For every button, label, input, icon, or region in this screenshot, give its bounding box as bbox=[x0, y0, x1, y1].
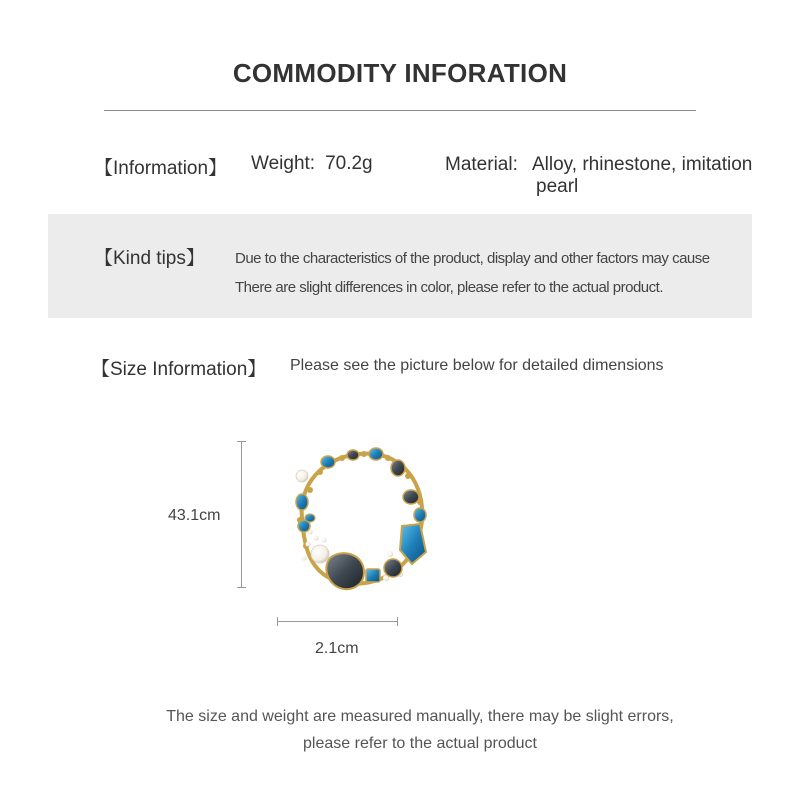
material-value-line-2: pearl bbox=[536, 176, 579, 197]
height-dimension-cap-bottom bbox=[237, 587, 246, 588]
width-dimension-label: 2.1cm bbox=[315, 640, 359, 657]
information-label: 【Information】 bbox=[94, 158, 228, 179]
kind-tips-text bbox=[235, 244, 710, 302]
bracelet-image bbox=[280, 440, 440, 600]
width-dimension-cap-left bbox=[277, 617, 278, 626]
width-dimension-cap-right bbox=[397, 617, 398, 626]
kind-tips-label: 【Kind tips】 bbox=[94, 248, 205, 269]
weight-label: Weight: bbox=[251, 153, 316, 174]
weight-value: 70.2g bbox=[325, 153, 373, 174]
measurement-note-line-2: please refer to the actual product bbox=[303, 735, 537, 752]
title-divider bbox=[104, 110, 696, 111]
measurement-note bbox=[0, 703, 800, 757]
measurement-note-line-1: The size and weight are measured manually, there may be slight errors, bbox=[166, 708, 674, 725]
material-value-line-1: Alloy, rhinestone, imitation bbox=[532, 154, 753, 175]
page-title: COMMODITY INFORATION bbox=[232, 58, 568, 88]
kind-tips-line-1: Due to the characteristics of the product, display and other factors may cause bbox=[235, 250, 710, 267]
material-label: Material: bbox=[445, 154, 518, 175]
width-dimension-line bbox=[277, 621, 397, 622]
material-value bbox=[532, 154, 782, 198]
size-information-description: Please see the picture below for detailed dimensions bbox=[290, 357, 664, 374]
height-dimension-label: 43.1cm bbox=[168, 507, 221, 524]
weight-field bbox=[251, 153, 373, 175]
height-dimension-line bbox=[241, 441, 242, 587]
kind-tips-line-2: There are slight differences in color, please refer to the actual product. bbox=[235, 279, 663, 296]
size-information-label: 【Size Information】 bbox=[91, 359, 267, 380]
material-field bbox=[445, 154, 753, 197]
height-dimension-cap-top bbox=[237, 441, 246, 442]
